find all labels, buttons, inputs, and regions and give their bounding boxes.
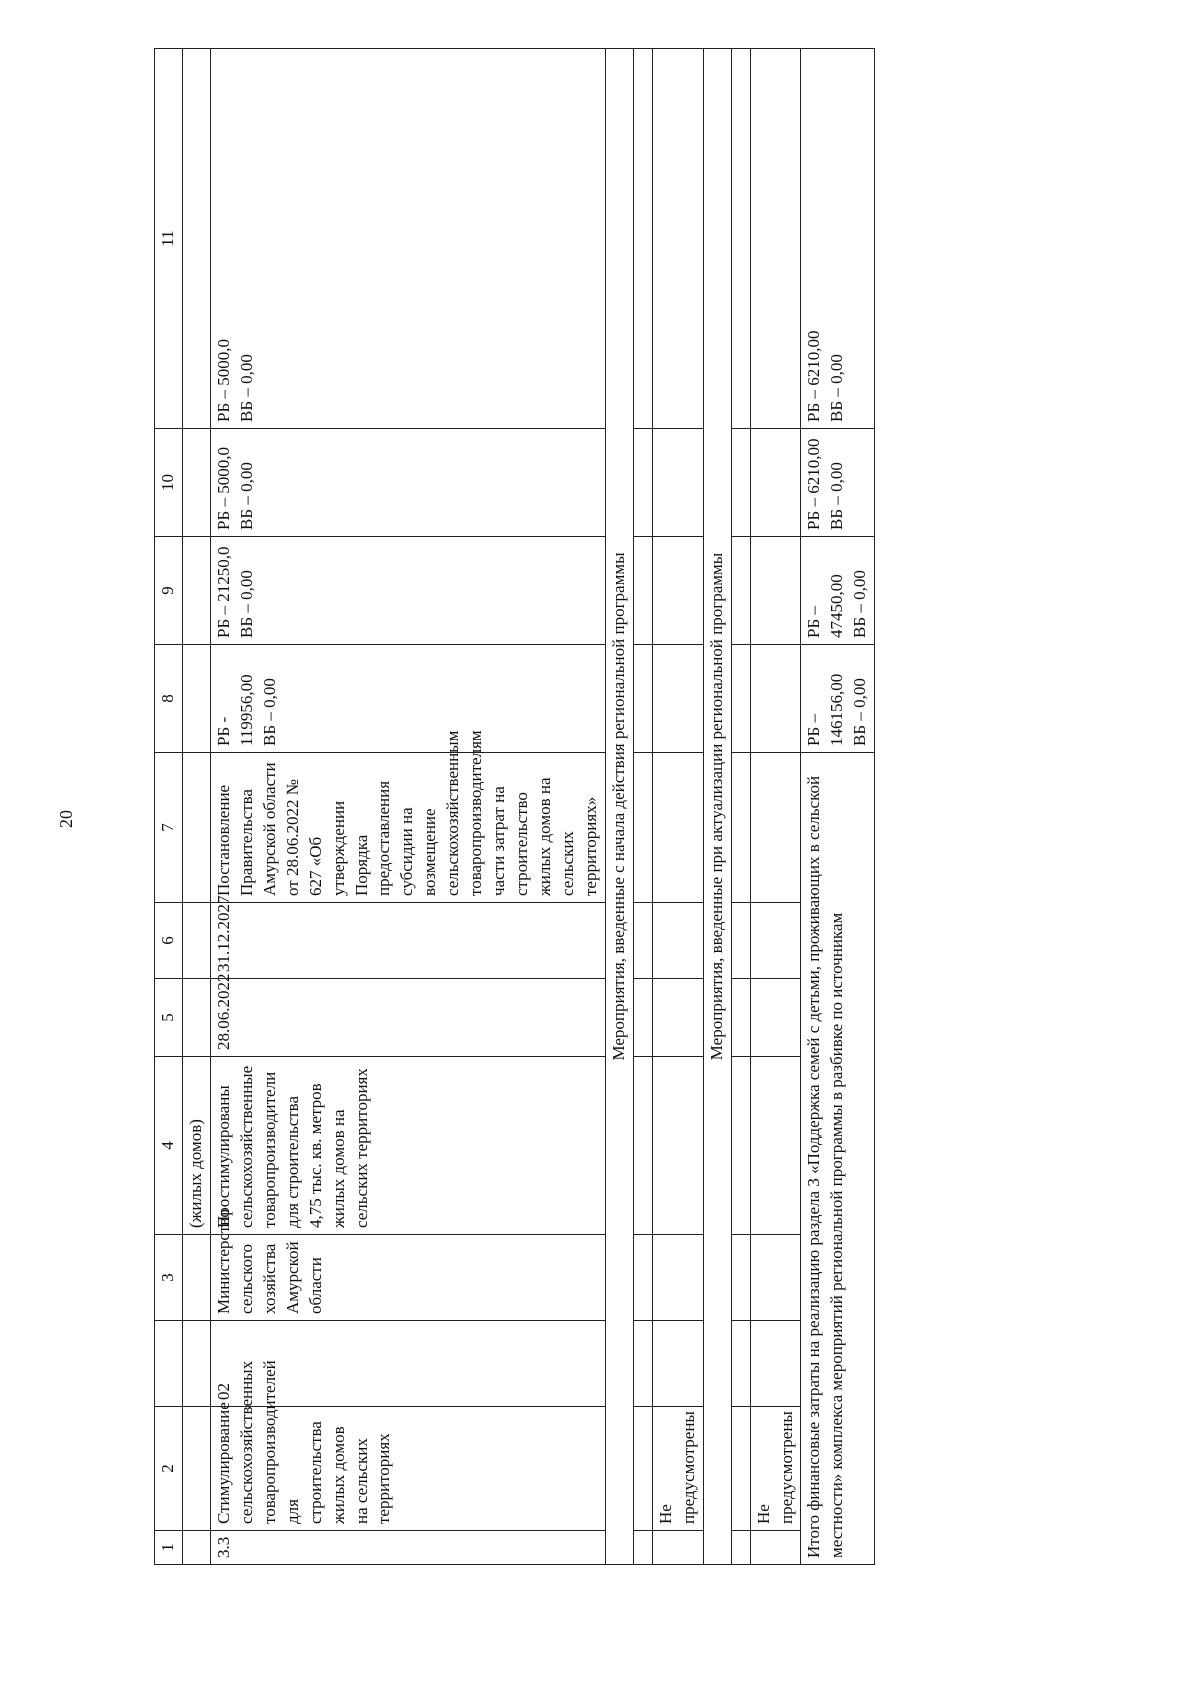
- blank-row: [633, 49, 652, 1565]
- rb-value: РБ – 5000,0: [213, 447, 233, 530]
- vb-value: ВБ – 0,00: [850, 570, 870, 638]
- rb-value: РБ – 47450,00: [804, 574, 847, 638]
- col-header-10: 10: [155, 429, 183, 537]
- not-provided-text: Не предусмотрены: [652, 1407, 703, 1531]
- col-header-1: 1: [155, 1531, 183, 1565]
- carryover-row: [182, 49, 210, 1565]
- funding-col-10: [210, 429, 605, 537]
- col-header-7: 7: [155, 753, 183, 903]
- vb-value: ВБ – 0,00: [236, 570, 256, 638]
- rb-value: РБ – 6210,00: [804, 438, 824, 530]
- col-header-4: 4: [155, 1057, 183, 1235]
- vb-value: ВБ – 0,00: [259, 678, 279, 746]
- row-number: 3.3: [210, 1531, 605, 1565]
- measure-code: 02: [210, 1321, 605, 1407]
- not-provided-text: Не предусмотрены: [750, 1407, 801, 1531]
- col-header-2: 2: [155, 1407, 183, 1531]
- col-header-8: 8: [155, 645, 183, 753]
- section-heading: Мероприятия, введенные при актуализации региональной программы: [703, 49, 731, 1565]
- col-header-9: 9: [155, 537, 183, 645]
- rb-value: РБ – 146156,00: [804, 673, 847, 746]
- total-label: Итого финансовые затраты на реализацию раздела 3 «Поддержка семей с детьми, проживающих в сельской местности» комплекса мероприятий региональной программы в разбивке по источникам: [801, 753, 875, 1565]
- funding-col-8: [210, 645, 605, 753]
- blank-row: [731, 49, 750, 1565]
- page-number: 20: [56, 810, 76, 828]
- vb-value: ВБ – 0,00: [236, 462, 256, 530]
- rotated-table-container: [154, 49, 1074, 1565]
- not-provided-row: [652, 49, 703, 1565]
- col-header-3: 3: [155, 1235, 183, 1321]
- rb-value: РБ – 6210,00: [804, 330, 824, 422]
- rb-value: РБ – 5000,0: [213, 339, 233, 422]
- not-provided-row: [750, 49, 801, 1565]
- carryover-text: (жилых домов): [182, 1057, 210, 1235]
- col-header-5: 5: [155, 979, 183, 1057]
- start-date: 28.06.2022: [210, 979, 605, 1057]
- section-row-update: [703, 49, 731, 1565]
- rb-value: РБ - 119956,00: [213, 674, 256, 746]
- total-row: [801, 49, 875, 1565]
- legal-document: Постановление Правительства Амурской области от 28.06.2022 № 627 «Об утверждении Порядка предоставления субсидии на возмещение сельскохозяйственным товаропроизводителям части затрат на строительство жилых домов на сельских территориях»: [210, 753, 605, 903]
- vb-value: ВБ – 0,00: [827, 462, 847, 530]
- total-col-8: [801, 645, 875, 753]
- col-header-6: 6: [155, 903, 183, 979]
- col-header-11: 11: [155, 49, 183, 429]
- funding-col-9: [210, 537, 605, 645]
- measure-name: Стимулирование сельскохозяйственных товаропроизводителей для строительства жилых домов на сельских территориях: [210, 1407, 605, 1531]
- responsible-body: Министерство сельского хозяйства Амурской области: [210, 1235, 605, 1321]
- funding-col-11: [210, 49, 605, 429]
- vb-value: ВБ – 0,00: [236, 354, 256, 422]
- table-row-3-3: [210, 49, 605, 1565]
- header-row: [155, 49, 183, 1565]
- end-date: 31.12.2027: [210, 903, 605, 979]
- expected-result: Простимулированы сельскохозяйственные товаропроизводители для строительства 4,75 тыс. кв. метров жилых домов на сельских территориях: [210, 1057, 605, 1235]
- rb-value: РБ – 21250,0: [213, 546, 233, 638]
- total-col-11: [801, 49, 875, 429]
- total-col-10: [801, 429, 875, 537]
- section-heading: Мероприятия, введенные с начала действия региональной программы: [605, 49, 633, 1565]
- total-col-9: [801, 537, 875, 645]
- vb-value: ВБ – 0,00: [827, 354, 847, 422]
- section-row-initial: [605, 49, 633, 1565]
- measures-table: [154, 48, 875, 1565]
- col-header-blank: [155, 1321, 183, 1407]
- vb-value: ВБ – 0,00: [850, 678, 870, 746]
